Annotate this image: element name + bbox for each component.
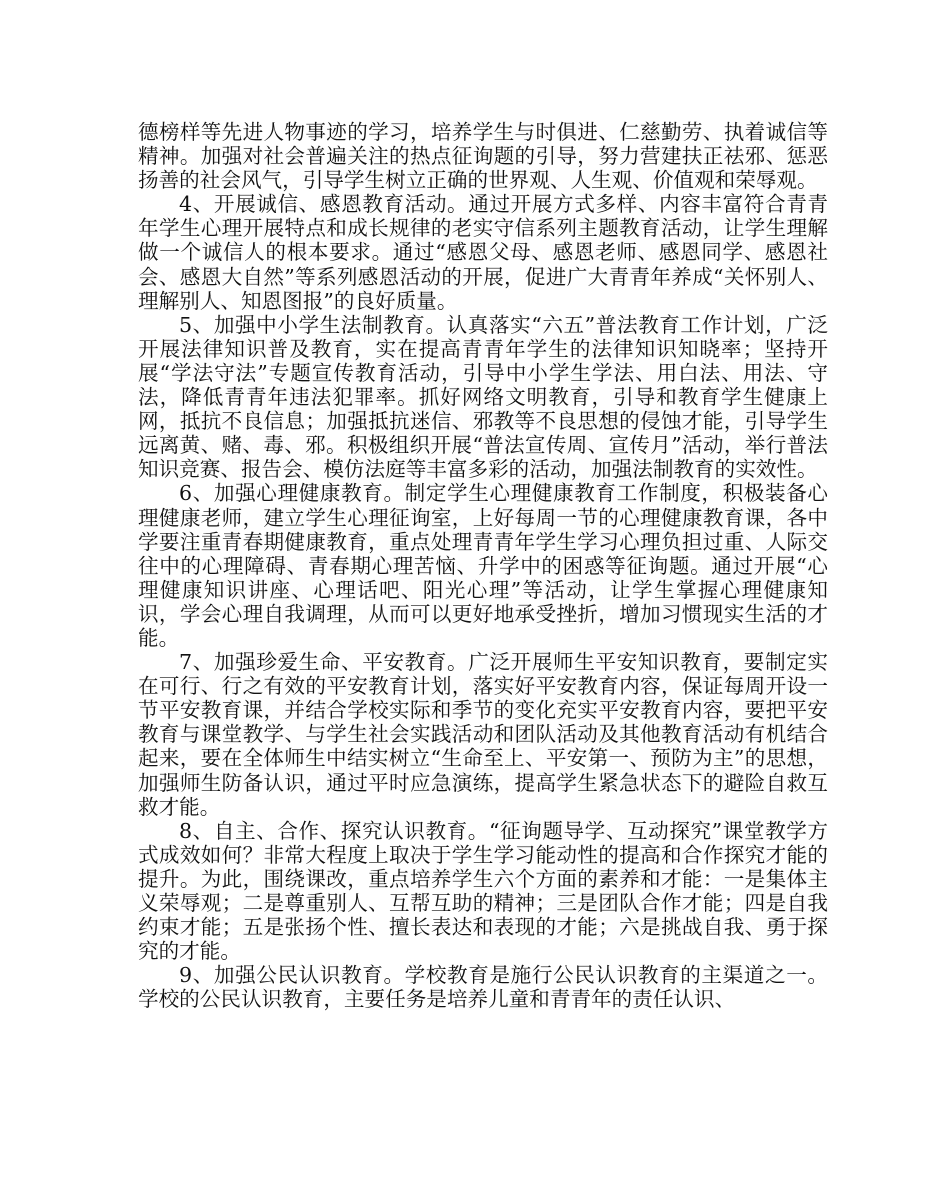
paragraph-continuation: 德榜样等先进人物事迹的学习，培养学生与时俱进、仁慈勤劳、执着诚信等精神。加强对社会普遍关注的热点征询题的引导，努力营建扶正祛邪、惩恶扬善的社会风气，引导学生树立正确的世界观、人生观、价值观和荣辱观。 [138,120,828,193]
paragraph-item-5: 5、加强中小学生法制教育。认真落实“六五”普法教育工作计划，广泛开展法律知识普及教育，实在提高青青年学生的法律知识知晓率；坚持开展“学法守法”专题宣传教育活动，引导中小学生学法、用白法、用法、守法，降低青青年违法犯罪率。抓好网络文明教育，引导和教育学生健康上网，抵抗不良信息；加强抵抗迷信、邪教等不良思想的侵蚀才能，引导学生远离黄、赌、毒、邪。积极组织开展“普法宣传周、宣传月”活动，举行普法知识竞赛、报告会、模仿法庭等丰富多彩的活动，加强法制教育的实效性。 [138,312,828,482]
paragraph-item-6: 6、加强心理健康教育。制定学生心理健康教育工作制度，积极装备心理健康老师，建立学生心理征询室，上好每周一节的心理健康教育课，各中学要注重青春期健康教育，重点处理青青年学生学习心理负担过重、人际交往中的心理障碍、青春期心理苦恼、升学中的困惑等征询题。通过开展“心理健康知识讲座、心理话吧、阳光心理”等活动，让学生掌握心理健康知识，学会心理自我调理，从而可以更好地承受挫折，增加习惯现实生活的才能。 [138,481,828,650]
paragraph-item-7: 7、加强珍爱生命、平安教育。广泛开展师生平安知识教育，要制定实在可行、行之有效的平安教育计划，落实好平安教育内容，保证每周开设一节平安教育课，并结合学校实际和季节的变化充实平安教育内容，要把平安教育与课堂教学、与学生社会实践活动和团队活动及其他教育活动有机结合起来，要在全体师生中结实树立“生命至上、平安第一、预防为主”的思想，加强师生防备认识，通过平时应急演练，提高学生紧急状态下的避险自救互救才能。 [138,650,828,819]
paragraph-item-4: 4、开展诚信、感恩教育活动。通过开展方式多样、内容丰富符合青青年学生心理开展特点和成长规律的老实守信系列主题教育活动，让学生理解做一个诚信人的根本要求。通过“感恩父母、感恩老师、感恩同学、感恩社会、感恩大自然”等系列感恩活动的开展，促进广大青青年养成“关怀别人、理解别人、知恩图报”的良好质量。 [138,192,828,313]
paragraph-item-9: 9、加强公民认识教育。学校教育是施行公民认识教育的主渠道之一。学校的公民认识教育，主要任务是培养儿童和青青年的责任认识、 [138,963,828,1012]
document-page [138,120,828,1011]
paragraph-item-8: 8、自主、合作、探究认识教育。“征询题导学、互动探究”课堂教学方式成效如何？非常大程度上取决于学生学习能动性的提高和合作探究才能的提升。为此，围绕课改，重点培养学生六个方面的素养和才能：一是集体主义荣辱观；二是尊重别人、互帮互助的精神；三是团队合作才能；四是自我约束才能；五是张扬个性、擅长表达和表现的才能；六是挑战自我、勇于探究的才能。 [138,818,828,964]
